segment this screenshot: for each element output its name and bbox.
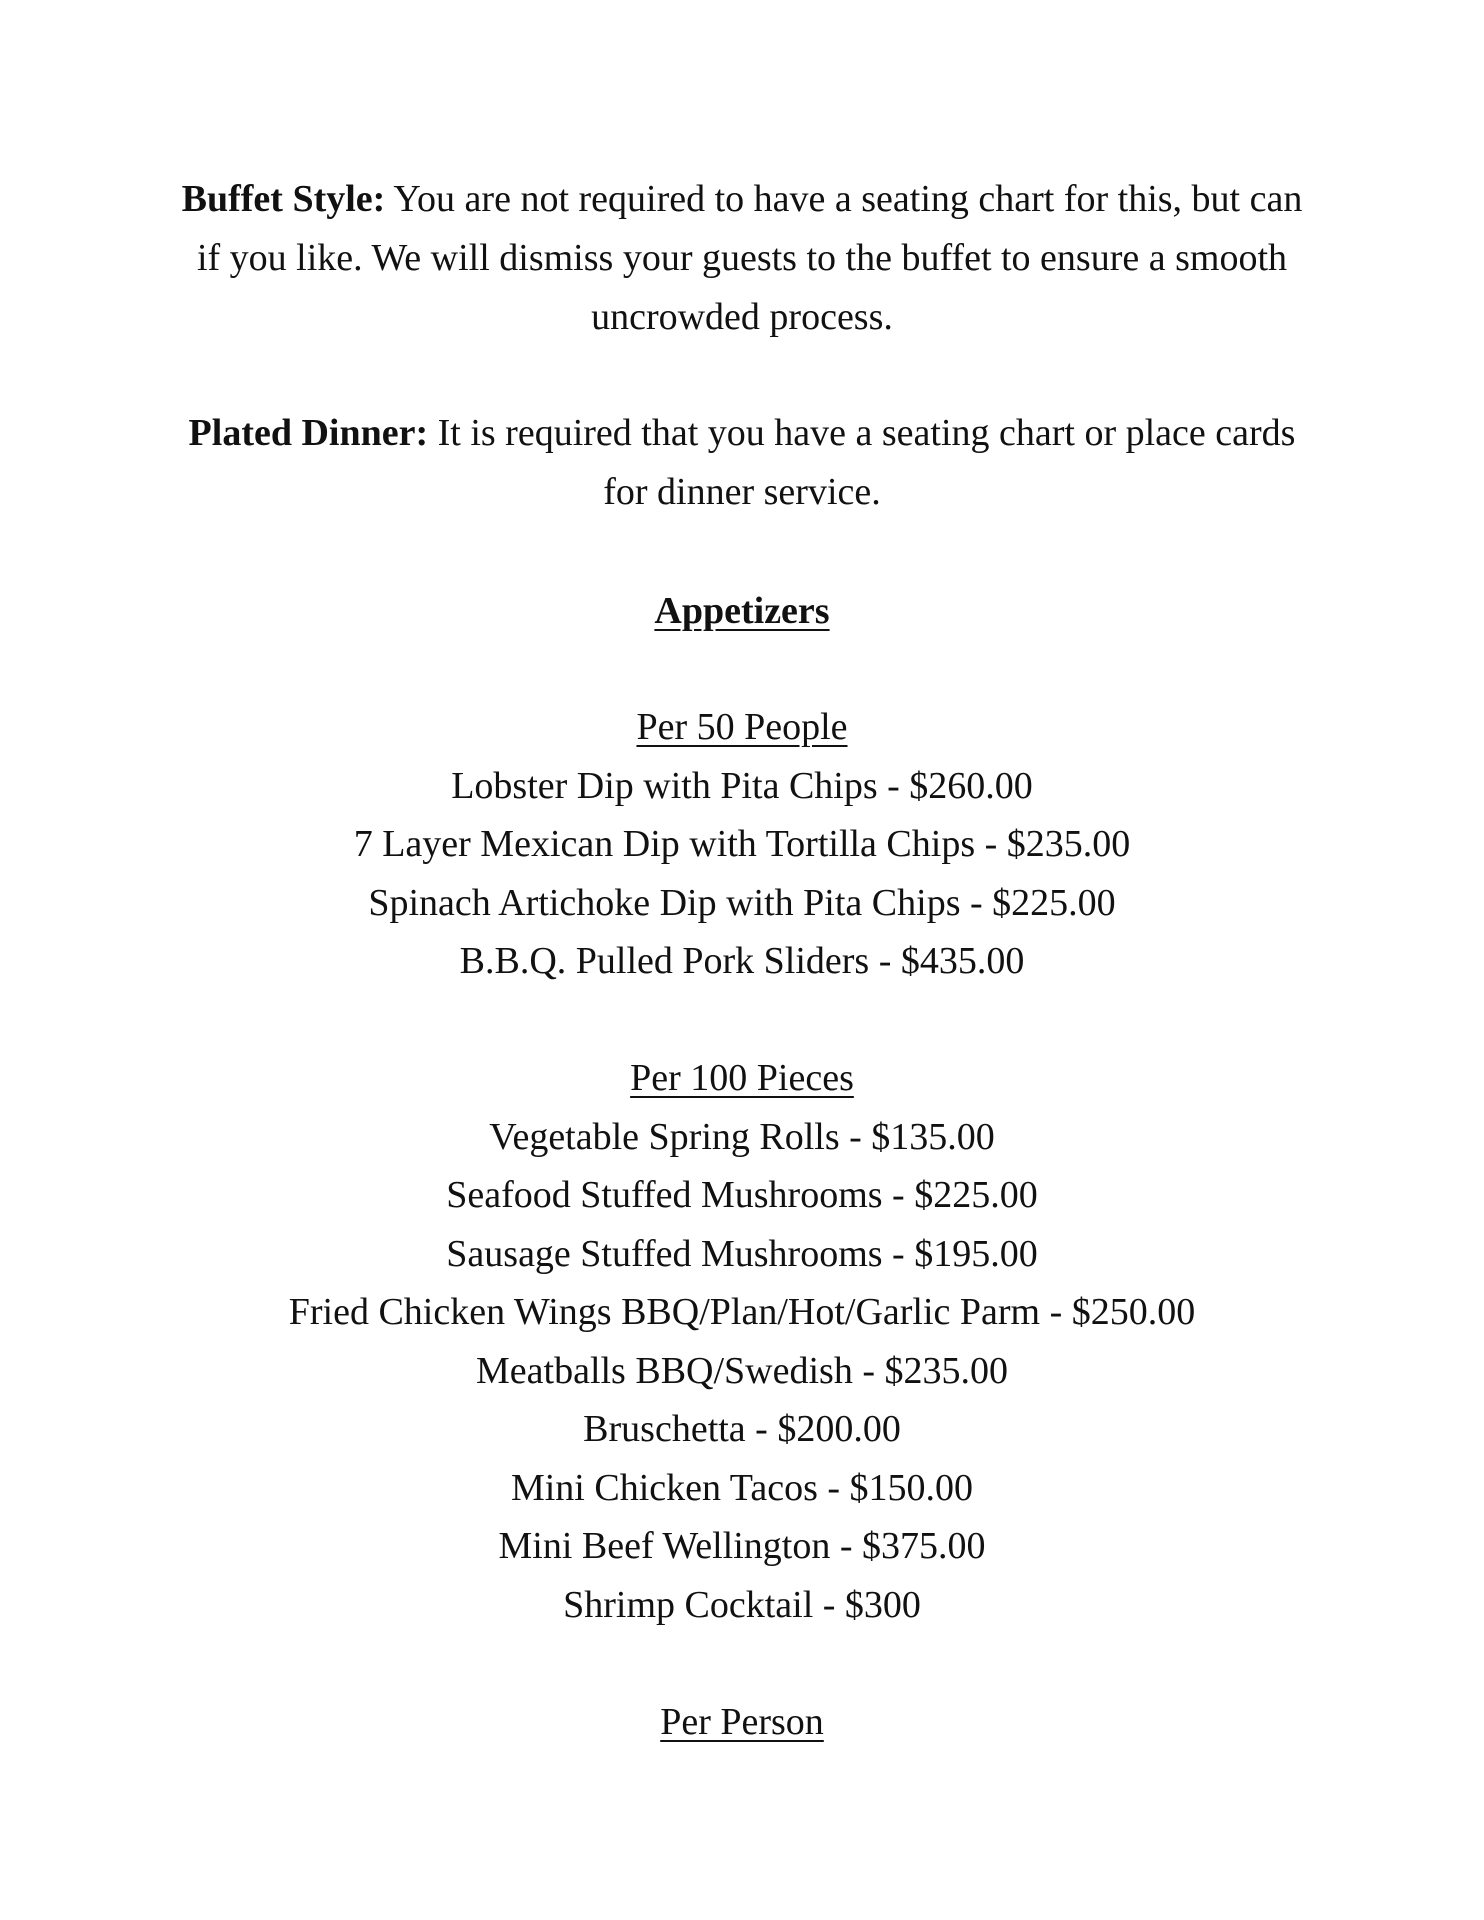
menu-item: Spinach Artichoke Dip with Pita Chips - $225.00: [368, 881, 1116, 924]
appetizers-heading: Appetizers: [654, 590, 830, 632]
plated-dinner-label: Plated Dinner:: [188, 412, 429, 454]
menu-item: Sausage Stuffed Mushrooms - $195.00: [446, 1232, 1038, 1275]
menu-item: Lobster Dip with Pita Chips - $260.00: [451, 764, 1033, 807]
menu-item: 7 Layer Mexican Dip with Tortilla Chips - $235.00: [353, 823, 1131, 865]
menu-item: Vegetable Spring Rolls - $135.00: [489, 1115, 995, 1158]
buffet-style-text: You are not required to have a seating chart for this, but can if you like. We will dismiss your guests to the buffet to ensure a smooth uncrowded process.: [196, 178, 1303, 338]
menu-item: Mini Beef Wellington - $375.00: [498, 1525, 986, 1567]
plated-dinner-text: It is required that you have a seating chart or place cards for dinner service.: [437, 412, 1296, 513]
per-person-section: [0, 1693, 1484, 1752]
plated-dinner-paragraph: [170, 404, 1314, 522]
per-50-people-section: [0, 698, 1484, 991]
buffet-style-paragraph: [170, 170, 1314, 347]
menu-item: Fried Chicken Wings BBQ/Plan/Hot/Garlic Parm - $250.00: [288, 1291, 1196, 1333]
per-100-pieces-title: Per 100 Pieces: [630, 1057, 854, 1099]
menu-item: Seafood Stuffed Mushrooms - $225.00: [446, 1174, 1038, 1216]
per-person-title: Per Person: [660, 1701, 824, 1743]
menu-item: Bruschetta - $200.00: [583, 1408, 901, 1450]
menu-item: Meatballs BBQ/Swedish - $235.00: [476, 1349, 1008, 1392]
menu-item: Mini Chicken Tacos - $150.00: [510, 1466, 974, 1509]
per-50-people-title: Per 50 People: [636, 706, 848, 748]
per-100-pieces-section: [0, 1049, 1484, 1634]
menu-item: B.B.Q. Pulled Pork Sliders - $435.00: [459, 940, 1025, 982]
menu-item: Shrimp Cocktail - $300: [563, 1583, 921, 1626]
buffet-style-label: Buffet Style:: [181, 178, 386, 220]
